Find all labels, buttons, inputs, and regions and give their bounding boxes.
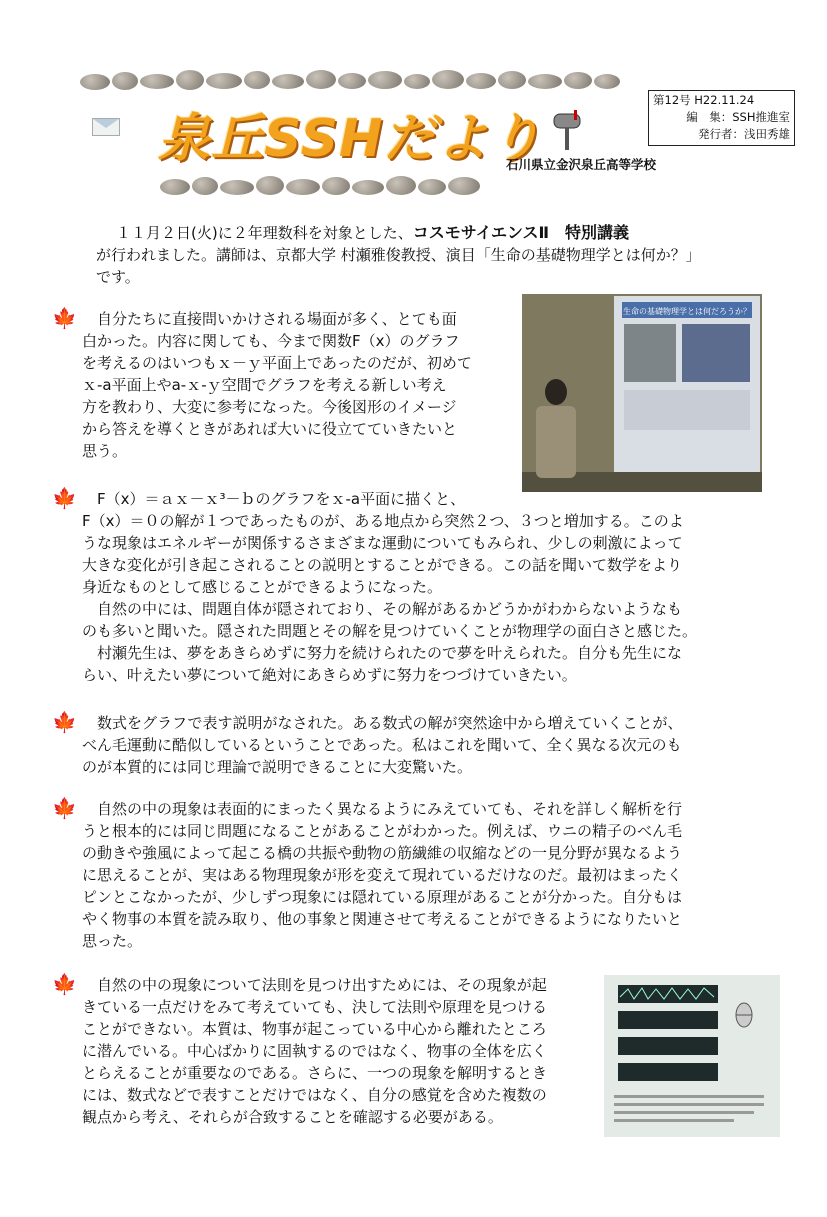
- essay-line: うと根本的には同じ問題になることがあることがわかった。例えば、ウニの精子のべん毛: [82, 822, 683, 840]
- essay-line: 数式をグラフで表す説明がなされた。ある数式の解が突然途中から増えていくことが、: [97, 714, 683, 732]
- issue-number: 第12号 H22.11.24: [653, 93, 755, 107]
- essay-line: に潜んでいる。中心ばかりに固執するのではなく、物事の全体を広く: [82, 1042, 547, 1060]
- essay-2: [82, 488, 782, 686]
- essay-1: [82, 308, 502, 462]
- essay-line: 身近なものとして感じることができるようになった。: [82, 578, 443, 596]
- newsletter-title: 泉丘SSHだより: [158, 109, 543, 169]
- leaf-icon: 🍁: [52, 486, 77, 510]
- issue-info-box: [648, 90, 795, 146]
- essay-line: とらえることが重要なのである。さらに、一つの現象を解明するとき: [82, 1064, 548, 1082]
- essay-line: 自分たちに直接問いかけされる場面が多く、とても面: [97, 310, 457, 328]
- leaf-icon: 🍁: [52, 796, 77, 820]
- essay-line: 思う。: [82, 442, 128, 460]
- essay-line: F（x）＝ａｘ－ｘ³－ｂのグラフをｘ-a平面に描くと、: [97, 490, 466, 508]
- publisher-line: 発行者：浅田秀雄: [698, 127, 790, 141]
- essay-line: 大きな変化が引き起こされることの説明とすることができる。この話を聞いて数学をより: [82, 556, 683, 574]
- essay-line: F（x）＝０の解が１つであったものが、ある地点から突然２つ、３つと増加する。このよ: [82, 512, 684, 530]
- editor-line: 編 集：SSH推進室: [686, 110, 790, 124]
- intro-text: １１月２日(火)に２年理数科を対象とした、: [116, 224, 413, 242]
- intro-line-2: が行われました。講師は、京都大学 村瀬雅俊教授、演目「生命の基礎物理学とは何か？」: [96, 246, 701, 264]
- intro-paragraph: [96, 222, 786, 288]
- essay-line: うな現象はエネルギーが関係するさまざまな運動についてもみられ、少しの刺激によって: [82, 534, 683, 552]
- school-name: 石川県立金沢泉丘高等学校: [506, 157, 657, 172]
- lecture-photo: [522, 294, 762, 492]
- essay-line: ｘ-a平面上やa-ｘ-ｙ空間でグラフを考える新しい考え: [82, 376, 447, 394]
- leaf-icon: 🍁: [52, 710, 77, 734]
- stone-border-bottom: [160, 176, 490, 198]
- essay-line: べん毛運動に酷似しているということであった。私はこれを聞いて、全く異なる次元のも: [82, 736, 682, 754]
- slide-title: 生命の基礎物理学とは何だろうか？: [623, 307, 751, 316]
- essay-line: には、数式などで表すことだけではなく、自分の感覚を含めた複数の: [82, 1086, 547, 1104]
- essay-line: に思えることが、実はある物理現象が形を変えて現れているだけなのだ。最初はまったく: [82, 866, 683, 884]
- essay-line: 自然の中には、問題自体が隠されており、その解があるかどうかがわからないようなも: [97, 600, 683, 618]
- essay-line: 方を教わり、大変に参考になった。今後図形のイメージ: [82, 398, 457, 416]
- essay-line: らい、叶えたい夢について絶対にあきらめずに努力をつづけていきたい。: [82, 666, 577, 684]
- essay-line: きている一点だけをみて考えていても、決して法則や原理を見つける: [82, 998, 548, 1016]
- intro-line-3: です。: [96, 268, 140, 286]
- stone-border-top: [80, 70, 640, 92]
- essay-line: ピンとこなかったが、少しずつ現象には隠れている原理があることが分かった。自分もは: [82, 888, 683, 906]
- essay-5: [82, 974, 602, 1128]
- essay-line: 思った。: [82, 932, 143, 950]
- essay-line: 自然の中の現象は表面的にまったく異なるようにみえていても、それを詳しく解析を行: [97, 800, 683, 818]
- mailbox-icon: [552, 108, 586, 152]
- slide-photo: [604, 975, 780, 1137]
- envelope-icon: [92, 118, 120, 136]
- essay-line: やく物事の本質を読み取り、他の事象と関連させて考えることができるようになりたいと: [82, 910, 683, 928]
- essay-line: 村瀬先生は、夢をあきらめずに努力を続けられたので夢を叶えられた。自分も先生にな: [97, 644, 683, 662]
- essay-3: [82, 712, 782, 778]
- essay-line: 観点から考え、それらが合致することを確認する必要がある。: [82, 1108, 503, 1126]
- essay-line: 白かった。内容に関しても、今まで関数F（x）のグラフ: [82, 332, 460, 350]
- essay-line: ことができない。本質は、物事が起こっている中心から離れたところ: [82, 1020, 547, 1038]
- leaf-icon: 🍁: [52, 306, 77, 330]
- essay-line: を考えるのはいつもｘ－ｙ平面上であったのだが、初めて: [82, 354, 472, 372]
- lecture-title: コスモサイエンスⅡ 特別講義: [412, 223, 630, 242]
- essay-4: [82, 798, 782, 952]
- essay-line: の動きや強風によって起こる橋の共振や動物の筋繊維の収縮などの一見分野が異なるよう: [82, 844, 683, 862]
- leaf-icon: 🍁: [52, 972, 77, 996]
- essay-line: のが本質的には同じ理論で説明できることに大変驚いた。: [82, 758, 473, 776]
- essay-line: のも多いと聞いた。隠された問題とその解を見つけていくことが物理学の面白さと感じた。: [82, 622, 698, 640]
- essay-line: から答えを導くときがあれば大いに役立てていきたいと: [82, 420, 458, 438]
- essay-line: 自然の中の現象について法則を見つけ出すためには、その現象が起: [97, 976, 547, 994]
